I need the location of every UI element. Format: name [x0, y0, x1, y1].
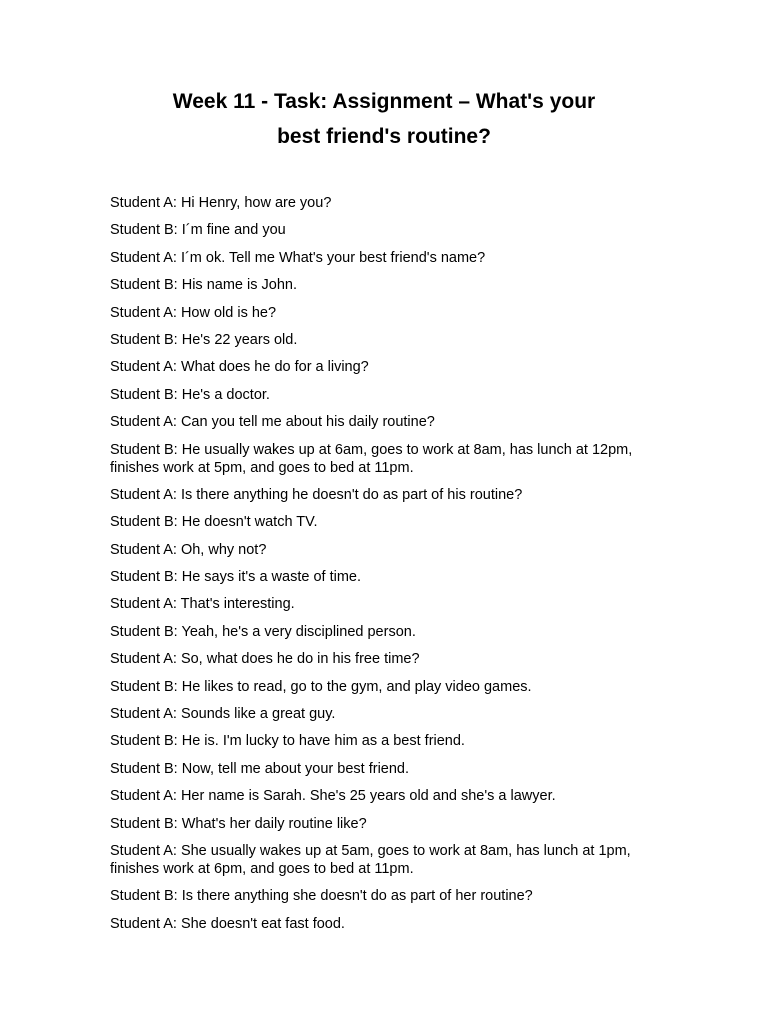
dialogue-line: Student B: I´m fine and you — [110, 222, 286, 239]
dialogue-line: Student B: What's her daily routine like? — [110, 815, 367, 832]
dialogue-line: Student B: He likes to read, go to the gym, and play video games. — [110, 678, 532, 695]
dialogue-line: Student A: Can you tell me about his daily routine? — [110, 414, 435, 431]
dialogue-line: Student B: Is there anything she doesn't do as part of her routine? — [110, 888, 533, 905]
dialogue-line: Student B: He doesn't watch TV. — [110, 514, 318, 531]
dialogue-list — [110, 194, 650, 942]
dialogue-line: Student B: His name is John. — [110, 277, 297, 294]
dialogue-line: Student A: Is there anything he doesn't do as part of his routine? — [110, 486, 523, 503]
dialogue-line: Student A: Oh, why not? — [110, 541, 267, 558]
dialogue-line: Student B: He is. I'm lucky to have him as a best friend. — [110, 733, 465, 750]
dialogue-line: Student B: He's 22 years old. — [110, 331, 298, 348]
title-line-2: best friend's routine? — [277, 125, 491, 148]
page-title — [0, 84, 768, 154]
dialogue-line: Student A: She doesn't eat fast food. — [110, 915, 345, 932]
dialogue-line: Student A: Hi Henry, how are you? — [110, 195, 332, 211]
dialogue-line: Student A: Sounds like a great guy. — [110, 706, 336, 723]
dialogue-line: Student B: He usually wakes up at 6am, goes to work at 8am, has lunch at 12pm, finishes work at 5pm, and goes to bed at 11pm. — [110, 441, 633, 476]
dialogue-line: Student A: So, what does he do in his free time? — [110, 651, 420, 668]
dialogue-line: Student A: Her name is Sarah. She's 25 years old and she's a lawyer. — [110, 788, 556, 805]
title-line-1: Week 11 - Task: Assignment – What's your — [172, 90, 596, 113]
dialogue-line: Student B: He's a doctor. — [110, 386, 270, 403]
dialogue-line: Student B: Yeah, he's a very disciplined person. — [110, 623, 416, 640]
dialogue-line: Student A: How old is he? — [110, 304, 277, 321]
dialogue-line: Student A: What does he do for a living? — [110, 359, 369, 376]
dialogue-line: Student A: That's interesting. — [110, 596, 295, 613]
dialogue-line: Student B: He says it's a waste of time. — [110, 569, 361, 586]
dialogue-line: Student A: She usually wakes up at 5am, goes to work at 8am, has lunch at 1pm, finishes work at 6pm, and goes to bed at 11pm. — [110, 842, 631, 877]
dialogue-line: Student A: I´m ok. Tell me What's your best friend's name? — [110, 249, 486, 266]
dialogue-line: Student B: Now, tell me about your best friend. — [110, 760, 410, 777]
